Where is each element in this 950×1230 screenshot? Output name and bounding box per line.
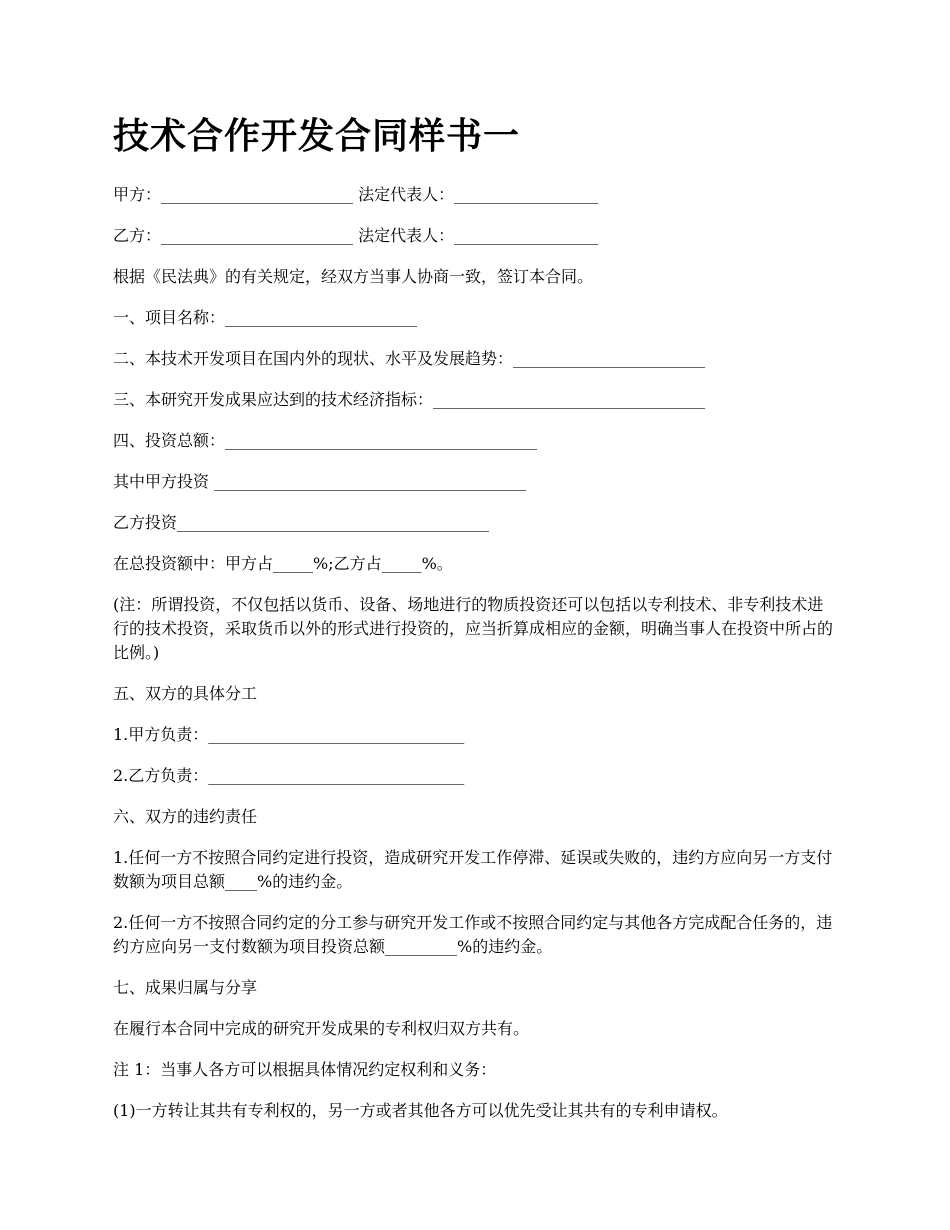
clause-2-status: 二、本技术开发项目在国内外的现状、水平及发展趋势：________________________ xyxy=(113,349,706,368)
party-b-duty: 2.乙方负责：________________________________ xyxy=(113,766,465,785)
investment-ratio: 在总投资额中：甲方占_____%;乙方占_____%。 xyxy=(113,554,453,573)
clause-5-heading: 五、双方的具体分工 xyxy=(113,684,258,703)
patent-ownership: 在履行本合同中完成的研究开发成果的专利权归双方共有。 xyxy=(113,1019,530,1038)
clause-3-indicators: 三、本研究开发成果应达到的技术经济指标：__________________________________ xyxy=(113,390,706,409)
clause-1-project-name: 一、项目名称：________________________ xyxy=(113,308,418,327)
clause-4-total-investment: 四、投资总额：_______________________________________ xyxy=(113,431,538,450)
party-a-duty: 1.甲方负责：________________________________ xyxy=(113,725,465,744)
party-a-investment: 其中甲方投资 _______________________________________ xyxy=(113,472,527,491)
preamble: 根据《民法典》的有关规定，经双方当事人协商一致，签订本合同。 xyxy=(113,267,594,286)
note-1-item-1: (1)一方转让其共有专利权的，另一方或者其他各方可以优先受让其共有的专利申请权。 xyxy=(113,1101,728,1120)
clause-6-heading: 六、双方的违约责任 xyxy=(113,807,258,826)
party-b-investment: 乙方投资_______________________________________ xyxy=(113,513,490,532)
party-b-line: 乙方：________________________ 法定代表人：__________________ xyxy=(113,226,599,245)
party-a-line: 甲方：________________________ 法定代表人：__________________ xyxy=(113,185,599,204)
clause-7-heading: 七、成果归属与分享 xyxy=(113,978,258,997)
note-1: 注 1：当事人各方可以根据具体情况约定权利和义务： xyxy=(113,1060,497,1079)
investment-note: (注：所谓投资，不仅包括以货币、设备、场地进行的物质投资还可以包括以专利技术、非专利技术进行的技术投资，采取货币以外的形式进行投资的，应当折算成相应的金额，明确当事人在投资中所占的比例。) xyxy=(113,595,834,662)
document-title: 技术合作开发合同样书一 xyxy=(113,116,521,157)
liability-item-2: 2.任何一方不按照合同约定的分工参与研究开发工作或不按照合同约定与其他各方完成配合任务的，违约方应向另一支付数额为项目投资总额_________%的违约金。 xyxy=(113,913,833,956)
liability-item-1: 1.任何一方不按照合同约定进行投资，造成研究开发工作停滞、延误或失败的，违约方应向另一方支付数额为项目总额____%的违约金。 xyxy=(113,848,833,891)
